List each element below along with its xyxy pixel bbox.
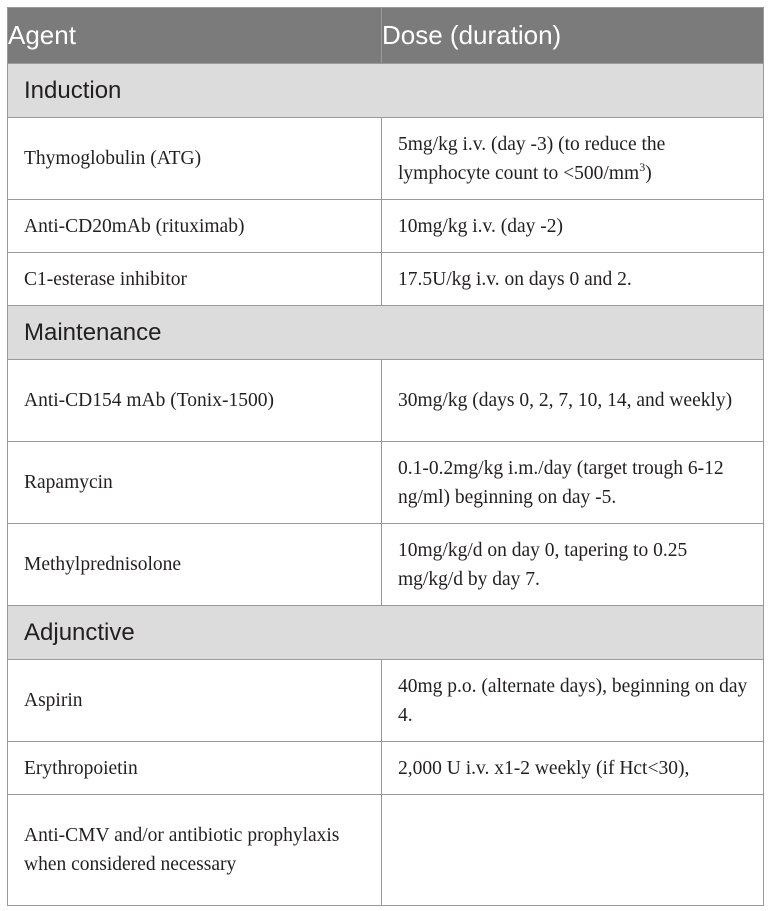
dose-cell: 30mg/kg (days 0, 2, 7, 10, 14, and weekly) [382, 360, 764, 442]
dose-superscript: 3 [639, 159, 646, 174]
agent-cell: Rapamycin [8, 442, 382, 524]
table-row [8, 524, 764, 606]
table-row [8, 742, 764, 795]
agent-cell: Methylprednisolone [8, 524, 382, 606]
table-row [8, 442, 764, 524]
dose-cell: 10mg/kg i.v. (day -2) [382, 200, 764, 253]
agent-cell: Erythropoietin [8, 742, 382, 795]
dose-cell: 40mg p.o. (alternate days), beginning on day 4. [382, 660, 764, 742]
header-dose: Dose (duration) [382, 8, 764, 64]
table-row [8, 660, 764, 742]
table-row [8, 360, 764, 442]
agent-cell: Anti-CD154 mAb (Tonix-1500) [8, 360, 382, 442]
section-row-adjunctive [8, 606, 764, 660]
section-title: Maintenance [8, 306, 764, 360]
agent-cell: Thymoglobulin (ATG) [8, 118, 382, 200]
table-row [8, 200, 764, 253]
regimen-table [7, 7, 764, 906]
agent-cell: Anti-CD20mAb (rituximab) [8, 200, 382, 253]
section-title: Induction [8, 64, 764, 118]
table-row [8, 118, 764, 200]
agent-cell: Aspirin [8, 660, 382, 742]
section-row-induction [8, 64, 764, 118]
dose-text: 5mg/kg i.v. (day -3) (to reduce the lymphocyte count to <500/mm [398, 133, 666, 184]
dose-cell [382, 795, 764, 906]
agent-cell: C1-esterase inhibitor [8, 253, 382, 306]
dose-text-end: ) [645, 162, 652, 184]
section-title: Adjunctive [8, 606, 764, 660]
dose-cell: 0.1-0.2mg/kg i.m./day (target trough 6-12 ng/ml) beginning on day -5. [382, 442, 764, 524]
dose-cell: 10mg/kg/d on day 0, tapering to 0.25 mg/kg/d by day 7. [382, 524, 764, 606]
table-row [8, 795, 764, 906]
dose-cell: 17.5U/kg i.v. on days 0 and 2. [382, 253, 764, 306]
dose-cell: 2,000 U i.v. x1-2 weekly (if Hct<30), [382, 742, 764, 795]
agent-cell: Anti-CMV and/or antibiotic prophylaxis when considered necessary [8, 795, 382, 906]
dose-cell [382, 118, 764, 200]
header-agent: Agent [8, 8, 382, 64]
section-row-maintenance [8, 306, 764, 360]
header-row [8, 8, 764, 64]
table-row [8, 253, 764, 306]
